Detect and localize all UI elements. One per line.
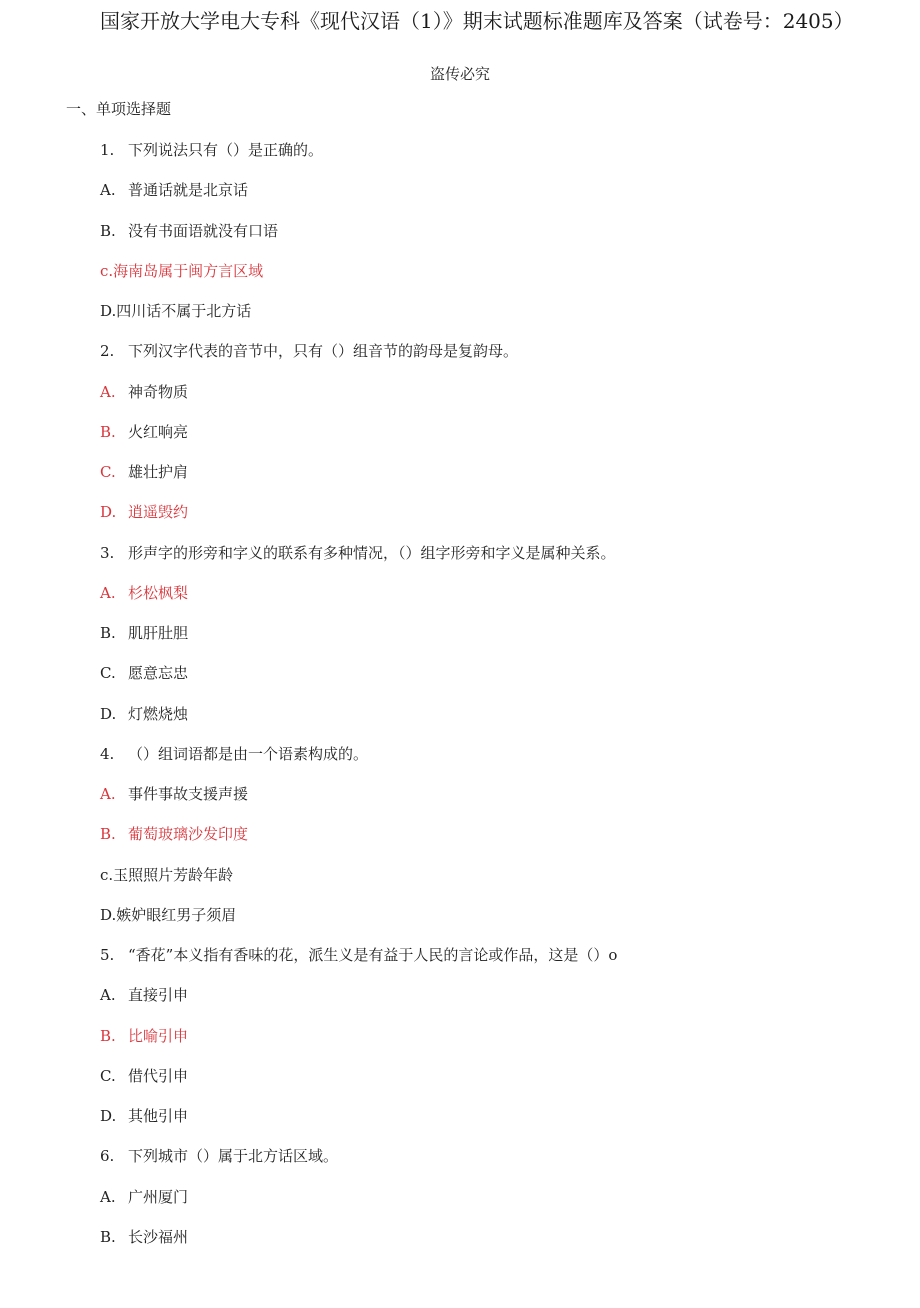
answer-option-label: C. bbox=[100, 463, 116, 481]
question-stem-label: 5. bbox=[100, 946, 115, 964]
question-stem bbox=[100, 140, 323, 160]
answer-option bbox=[100, 623, 188, 643]
answer-option-label: A. bbox=[100, 1187, 116, 1206]
question-stem-text: （）组词语都是由一个语素构成的。 bbox=[128, 744, 369, 763]
answer-option bbox=[100, 180, 248, 200]
answer-option-label: A. bbox=[100, 583, 116, 602]
answer-option bbox=[100, 1026, 188, 1046]
answer-option-text: 事件事故支援声援 bbox=[128, 785, 249, 803]
answer-option-text: 借代引申 bbox=[128, 1066, 189, 1085]
answer-option-text: 广州厦门 bbox=[128, 1187, 189, 1206]
answer-option-label: D. bbox=[100, 302, 117, 320]
answer-option-label: C. bbox=[100, 1066, 116, 1085]
answer-option-label: D. bbox=[100, 1107, 117, 1125]
answer-option-text: 直接引申 bbox=[128, 986, 189, 1005]
answer-option-text: 神奇物质 bbox=[128, 382, 189, 401]
answer-option-text: 其他引申 bbox=[128, 1107, 189, 1125]
answer-option-text: 葡萄玻璃沙发印度 bbox=[128, 825, 249, 844]
question-stem-text: “香花”本义指有香味的花，派生义是有益于人民的言论或作品，这是（）o bbox=[128, 946, 618, 964]
question-stem-text: 下列汉字代表的音节中，只有（）组音节的韵母是复韵母。 bbox=[128, 342, 519, 361]
question-stem-label: 1. bbox=[100, 141, 115, 159]
answer-option-label: C. bbox=[100, 664, 116, 683]
answer-option-label: B. bbox=[100, 624, 116, 642]
question-stem bbox=[100, 543, 616, 563]
answer-option-label: c. bbox=[100, 261, 114, 280]
answer-option-label: A. bbox=[100, 986, 116, 1005]
answer-option-text: 比喻引申 bbox=[128, 1026, 189, 1045]
answer-option-text: 火红响亮 bbox=[128, 422, 189, 441]
question-stem-label: 6. bbox=[100, 1147, 115, 1166]
answer-option-label: A. bbox=[100, 181, 116, 200]
question-stem bbox=[100, 744, 368, 764]
answer-option-text: 海南岛属于闽方言区域 bbox=[113, 261, 264, 280]
answer-option-text: 普通话就是北京话 bbox=[128, 181, 249, 200]
section-heading: 一、单项选择题 bbox=[66, 100, 172, 118]
answer-option bbox=[100, 1227, 188, 1247]
answer-option bbox=[100, 905, 236, 925]
answer-option bbox=[100, 422, 188, 442]
answer-option-text: 没有书面语就没有口语 bbox=[128, 221, 279, 240]
question-stem-text: 形声字的形旁和字义的联系有多种情况，（）组字形旁和字义是属种关系。 bbox=[128, 543, 616, 562]
answer-option bbox=[100, 583, 188, 603]
answer-option bbox=[100, 784, 248, 804]
document-title: 国家开放大学电大专科《现代汉语（1）》期末试题标准题库及答案（试卷号：2405） bbox=[100, 9, 854, 33]
question-stem-label: 2. bbox=[100, 342, 115, 361]
answer-option-text: 肌肝肚胆 bbox=[128, 624, 189, 642]
answer-option bbox=[100, 985, 188, 1005]
answer-option-label: B. bbox=[100, 1227, 116, 1246]
answer-option bbox=[100, 1106, 188, 1126]
answer-option bbox=[100, 301, 251, 321]
answer-option bbox=[100, 865, 233, 885]
answer-option-text: 逍遥毁约 bbox=[128, 503, 189, 522]
question-stem-text: 下列说法只有（）是正确的。 bbox=[128, 141, 324, 159]
answer-option bbox=[100, 663, 188, 683]
answer-option bbox=[100, 221, 278, 241]
question-stem bbox=[100, 341, 518, 361]
question-stem bbox=[100, 1146, 338, 1166]
answer-option bbox=[100, 382, 188, 402]
answer-option bbox=[100, 704, 188, 724]
question-stem-label: 3. bbox=[100, 543, 115, 562]
answer-option bbox=[100, 1187, 188, 1207]
answer-option-text: 长沙福州 bbox=[128, 1227, 189, 1246]
answer-option-text: 杉松枫梨 bbox=[128, 583, 189, 602]
answer-option-label: B. bbox=[100, 1026, 116, 1045]
answer-option bbox=[100, 462, 188, 482]
answer-option-text: 四川话不属于北方话 bbox=[116, 302, 252, 320]
answer-option-label: A. bbox=[100, 382, 116, 401]
answer-option-label: A. bbox=[100, 785, 116, 803]
answer-option-text: 灯燃烧烛 bbox=[128, 704, 189, 723]
answer-option bbox=[100, 824, 248, 844]
answer-option bbox=[100, 1066, 188, 1086]
answer-option-text: 玉照照片芳龄年龄 bbox=[113, 865, 234, 884]
answer-option-label: c. bbox=[100, 865, 114, 884]
answer-option-label: B. bbox=[100, 221, 116, 240]
answer-option-label: B. bbox=[100, 825, 116, 844]
answer-option-label: B. bbox=[100, 422, 116, 441]
answer-option-label: D. bbox=[100, 503, 117, 522]
question-stem bbox=[100, 945, 617, 965]
question-stem-text: 下列城市（）属于北方话区域。 bbox=[128, 1147, 339, 1166]
question-stem-label: 4. bbox=[100, 744, 115, 763]
answer-option bbox=[100, 261, 263, 281]
answer-option-label: D. bbox=[100, 905, 117, 924]
answer-option-text: 嫉妒眼红男子须眉 bbox=[116, 905, 237, 924]
copyright-notice: 盗传必究 bbox=[429, 65, 490, 83]
answer-option-text: 雄壮护肩 bbox=[128, 463, 189, 481]
answer-option bbox=[100, 502, 188, 522]
answer-option-text: 愿意忘忠 bbox=[128, 664, 189, 683]
answer-option-label: D. bbox=[100, 704, 117, 723]
